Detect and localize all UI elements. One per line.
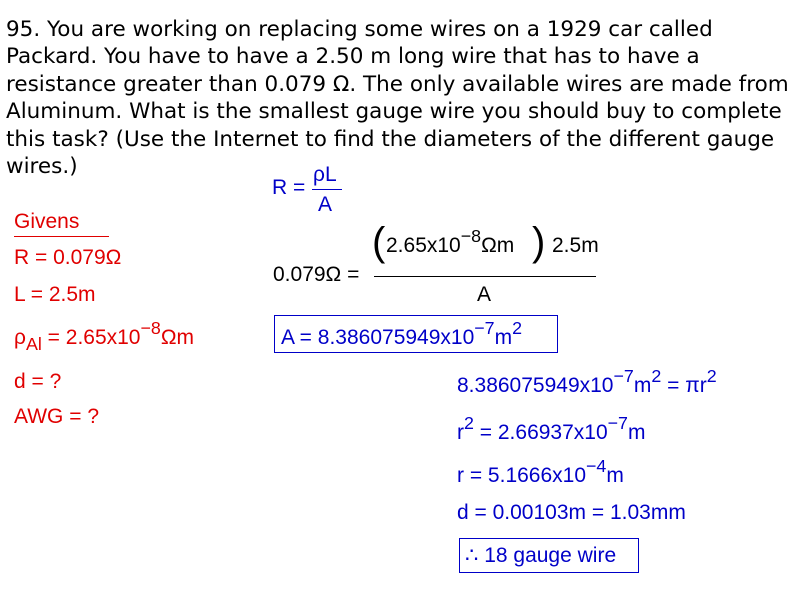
step-radius (457, 456, 624, 488)
step2-unit: m (628, 421, 646, 444)
formula-fraction-bar (312, 189, 342, 190)
area-unit: m (494, 326, 513, 349)
step1-r-exponent: 2 (706, 366, 717, 387)
numerator-exponent: −8 (460, 226, 482, 247)
step3-exponent: −4 (586, 456, 607, 477)
step1-unit-exponent: 2 (651, 366, 662, 387)
step1-unit: m (633, 374, 652, 397)
formula-lhs: R = (272, 176, 306, 199)
numerator-unit: Ωm (481, 234, 515, 257)
substitution-lhs: 0.079Ω = (273, 263, 360, 286)
area-exponent: −7 (474, 318, 495, 339)
substitution-denominator: A (477, 283, 492, 306)
final-answer: ∴ 18 gauge wire (465, 544, 617, 567)
given-length: L = 2.5m (14, 283, 96, 306)
step2-r: r (457, 421, 464, 444)
step-diameter: d = 0.00103m = 1.03mm (457, 501, 686, 524)
given-awg: AWG = ? (14, 405, 99, 428)
step1-exponent: −7 (613, 366, 634, 387)
step-r-squared (457, 413, 646, 445)
step2-value: = 2.66937x10 (473, 421, 608, 444)
substitution-numerator (386, 226, 515, 258)
rho-unit: Ωm (160, 326, 195, 349)
step-area-equation (457, 366, 717, 398)
rho-subscript: Al (25, 334, 42, 355)
given-diameter: d = ? (14, 370, 62, 393)
given-resistance: R = 0.079Ω (14, 246, 122, 269)
step2-exponent: −7 (607, 413, 628, 434)
step2-r-exponent: 2 (464, 413, 474, 434)
area-unit-exponent: 2 (512, 318, 523, 339)
problem-statement: 95. You are working on replacing some wires on a 1929 car called Packard. You have to have a 2.50 m long wire that has to have a resistance greater than 0.079 Ω. The only available wires are made from Aluminum. What is the smallest gauge wire you should buy to complete this task? (Use the Internet to find the diameters of the different gauge wires.) (6, 17, 789, 180)
given-resistivity (14, 318, 195, 355)
step1-coefficient: 8.386075949x10 (457, 374, 614, 397)
close-paren: ) (532, 220, 546, 264)
formula-numerator: ρL (313, 163, 337, 186)
formula-denominator: A (318, 193, 333, 216)
rho-exponent: −8 (140, 318, 161, 339)
rho-value: = 2.65x10 (41, 326, 141, 349)
substitution-fraction-bar (374, 276, 596, 277)
step3-unit: m (606, 464, 624, 487)
numerator-coefficient: 2.65x10 (386, 234, 461, 257)
open-paren: ( (372, 220, 386, 264)
area-value: A = 8.386075949x10 (281, 326, 475, 349)
rho-symbol: ρ (14, 326, 26, 349)
step1-pi-r: = πr (661, 374, 707, 397)
givens-heading: Givens (14, 210, 80, 233)
step3-value: r = 5.1666x10 (457, 464, 587, 487)
substitution-length: 2.5m (552, 234, 599, 257)
area-result (281, 318, 523, 350)
givens-underline (14, 236, 109, 237)
